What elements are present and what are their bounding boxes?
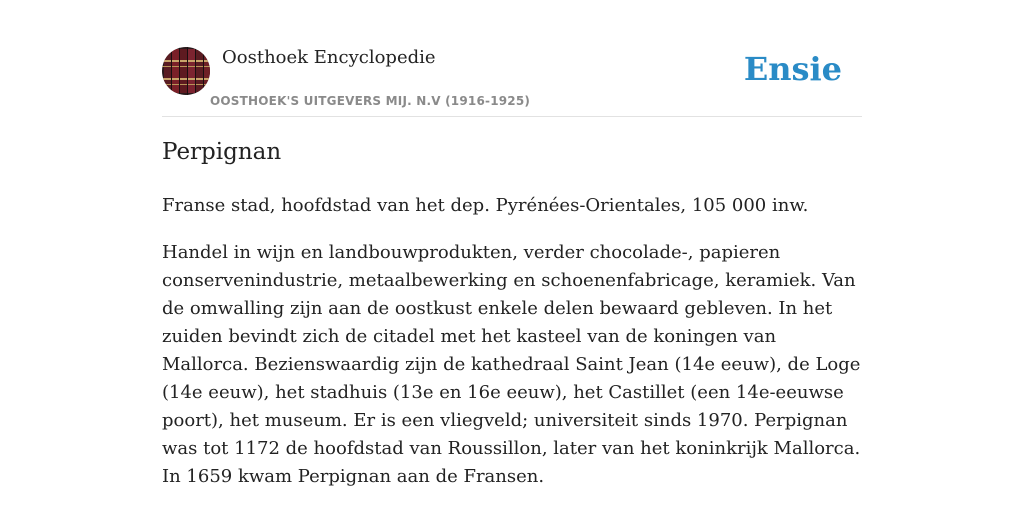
entry-title: Perpignan: [162, 139, 282, 165]
entry-paragraph: Handel in wijn en landbouwprodukten, verder chocolade-, papieren conservenindustrie, metaalbewerking en schoenenfabricage, keramiek. Van de omwalling zijn aan de oostkust enkele delen bewaard gebleven. In het zuiden bevindt zich de citadel met het kasteel van de koningen van Mallorca. Bezienswaardig zijn de kathedraal Saint Jean (14e eeuw), de Loge (14e eeuw), het stadhuis (13e en 16e eeuw), het Castillet (een 14e-eeuwse poort), het museum. Er is een vliegveld; universiteit sinds 1970. Perpignan was tot 1172 de hoofdstad van Roussillon, later van het koninkrijk Mallorca. In 1659 kwam Perpignan aan de Fransen.: [162, 242, 861, 487]
encyclopedia-books-icon[interactable]: [162, 47, 210, 95]
entry-content: [162, 192, 862, 510]
entry-paragraph: Franse stad, hoofdstad van het dep. Pyrénées-Orientales, 105 000 inw.: [162, 195, 809, 216]
encyclopedia-title[interactable]: Oosthoek Encyclopedie: [222, 47, 436, 68]
ensie-logo[interactable]: Ensie: [743, 50, 842, 88]
site-header: [162, 46, 862, 117]
publisher-label: OOSTHOEK'S UITGEVERS MIJ. N.V (1916-1925): [210, 94, 531, 108]
